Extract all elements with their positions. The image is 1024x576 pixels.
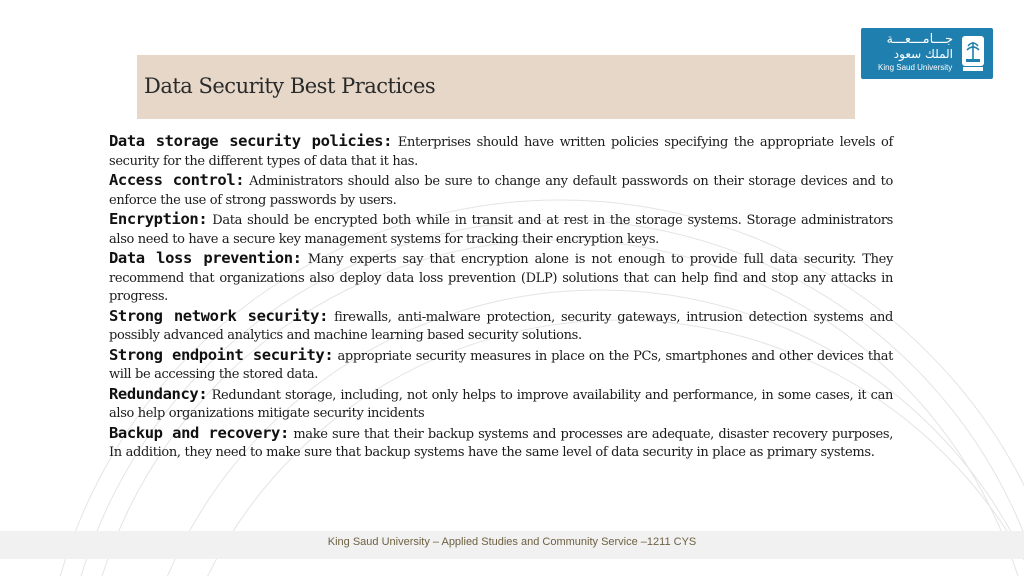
practice-text: Administrators should also be sure to change any default passwords on their storage devices and to enforce the use of strong passwords by users.	[109, 174, 893, 208]
logo-english-name: King Saud University	[878, 63, 953, 72]
practices-list	[109, 132, 893, 463]
practice-item	[109, 249, 893, 307]
practice-item	[109, 210, 893, 249]
practice-item	[109, 171, 893, 210]
practice-item	[109, 424, 893, 463]
practice-text: make sure that their backup systems and processes are adequate, disaster recovery purposes, In addition, they need to make sure that backup systems have the same level of data security in place as primary systems.	[109, 426, 893, 460]
practice-item	[109, 307, 893, 346]
university-logo	[861, 28, 993, 79]
practice-item	[109, 346, 893, 385]
practice-heading: Data loss prevention:	[109, 249, 302, 267]
practice-heading: Backup and recovery:	[109, 423, 289, 442]
practice-heading: Data storage security policies:	[109, 132, 393, 150]
practice-text: Redundant storage, including, not only helps to improve availability and performance, in some cases, it can also help organizations mitigate security incidents	[109, 387, 893, 421]
practice-text: appropriate security measures in place on the PCs, smartphones and other devices that will be accessing the stored data.	[109, 348, 893, 382]
practice-item	[109, 132, 893, 171]
practice-heading: Strong endpoint security:	[109, 345, 334, 364]
footer-bar	[0, 531, 1024, 559]
practice-heading: Strong network security:	[109, 306, 329, 325]
practice-text: Data should be encrypted both while in transit and at rest in the storage systems. Storage administrators also need to have a secure key management systems for tracking their encryption keys.	[109, 213, 893, 247]
slide-title: Data Security Best Practices	[144, 74, 436, 98]
practice-text: Enterprises should have written policies specifying the appropriate levels of security for the different types of data that it has.	[109, 135, 893, 169]
title-bar	[137, 55, 855, 119]
palm-emblem-icon	[959, 34, 987, 74]
logo-arabic-line1: جـــامـــعـــة	[886, 32, 953, 47]
footer-text: King Saud University – Applied Studies and Community Service –1211 CYS	[327, 536, 697, 548]
logo-arabic-line2: الملك سعود	[893, 47, 953, 61]
practice-item	[109, 385, 893, 424]
practice-heading: Encryption:	[109, 210, 208, 228]
practice-text: firewalls, anti-malware protection, security gateways, intrusion detection systems and possibly advanced analytics and machine learning based security solutions.	[109, 309, 893, 343]
practice-text: Many experts say that encryption alone is not enough to provide full data security. They recommend that organizations also deploy data loss prevention (DLP) solutions that can help find and stop any attacks in progress.	[109, 252, 893, 304]
practice-heading: Access control:	[109, 171, 245, 189]
practice-heading: Redundancy:	[109, 384, 208, 403]
